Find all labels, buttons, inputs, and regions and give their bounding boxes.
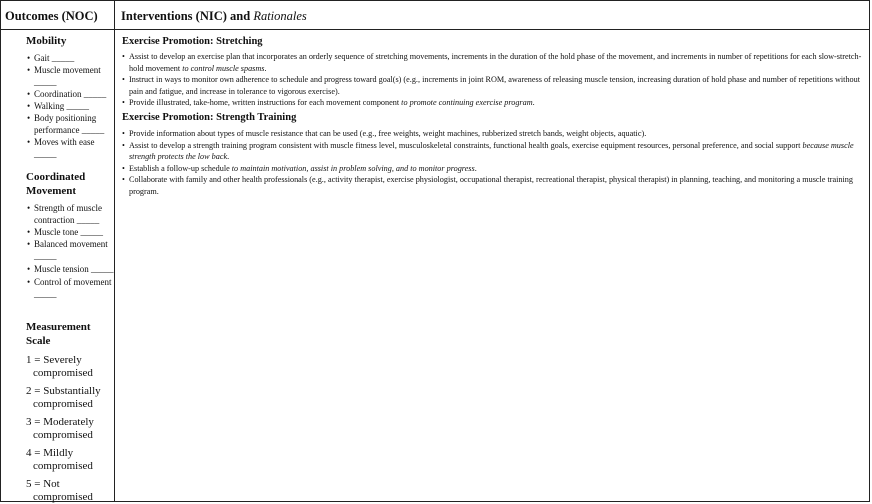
scale-title: Measurement Scale bbox=[26, 321, 91, 347]
list-item bbox=[122, 140, 863, 163]
list-item: • Coordination _____ bbox=[26, 88, 116, 100]
stretching-list bbox=[122, 51, 863, 109]
scale-item-label: compromised bbox=[33, 460, 93, 472]
scale-item-value: 2 = Substantially bbox=[26, 385, 101, 397]
scale-item bbox=[26, 416, 116, 442]
list-item: • Walking _____ bbox=[26, 100, 116, 112]
item-text: Assist to develop an exercise plan that incorporates an orderly sequence of stretching movements, increments in the duration of the hold phase of the movement, and increments in number of repetitions for each slow-stretch-hold movement bbox=[129, 52, 862, 73]
item-text: Establish a follow-up schedule bbox=[129, 163, 232, 173]
scale-item-label: compromised bbox=[33, 367, 93, 379]
list-item bbox=[122, 128, 863, 140]
scale-item-value: 1 = Severely bbox=[26, 354, 82, 366]
strength-list bbox=[122, 128, 863, 198]
mobility-list bbox=[26, 52, 116, 160]
list-item: • Strength of muscle contraction _____ bbox=[26, 202, 116, 226]
outcomes-header: Outcomes (NOC) bbox=[5, 9, 98, 23]
item-text: Collaborate with family and other health professionals (e.g., activity therapist, exercise physiologist, occupational therapist, recreational therapist, physical therapist) in planning, teaching, and monitoring a muscle training program. bbox=[129, 175, 853, 196]
list-item: • Gait _____ bbox=[26, 52, 116, 64]
list-item: • Moves with ease _____ bbox=[26, 136, 116, 160]
item-text: Provide illustrated, take-home, written instructions for each movement component bbox=[129, 98, 402, 108]
scale-item bbox=[26, 447, 116, 473]
item-rationale: to maintain motivation, assist in problem solving, and to monitor progress bbox=[231, 163, 475, 173]
scale-item-value: 4 = Mildly bbox=[26, 447, 74, 459]
scale-item-value: 5 = Not bbox=[26, 478, 60, 490]
coordinated-list bbox=[26, 202, 116, 300]
mobility-title: Mobility bbox=[26, 35, 67, 47]
item-text: Assist to develop a strength training program consistent with muscle fitness level, musculoskeletal constraints, functional health goals, exercise equipment resources, personal preference, and social support bbox=[129, 140, 803, 150]
item-rationale: to control muscle spasms bbox=[182, 63, 265, 73]
item-end: . bbox=[532, 98, 535, 108]
scale-item-label: compromised bbox=[33, 491, 93, 503]
list-item bbox=[122, 74, 863, 97]
scale-item bbox=[26, 385, 116, 411]
item-end: . bbox=[474, 163, 477, 173]
list-item bbox=[122, 51, 863, 74]
stretching-title: Exercise Promotion: Stretching bbox=[122, 36, 263, 47]
item-text: Instruct in ways to monitor own adherence to schedule and progress toward goal(s) (e.g., increments in joint ROM, awareness of releasing muscle tension, increasing duration of hold phase and number of repetitions without pain and fatigue, and increase in tolerance to vigorous exercise). bbox=[129, 75, 861, 96]
scale-item bbox=[26, 354, 116, 380]
list-item: • Control of movement _____ bbox=[26, 276, 116, 300]
interventions-header-main: Interventions (NIC) and bbox=[121, 9, 254, 23]
scale-item-value: 3 = Moderately bbox=[26, 416, 94, 428]
coordinated-title-line1: Coordinated bbox=[26, 171, 86, 183]
strength-title: Exercise Promotion: Strength Training bbox=[122, 111, 297, 123]
list-item: • Muscle tension _____ bbox=[26, 263, 116, 275]
list-item bbox=[122, 163, 863, 175]
scale-item bbox=[26, 478, 116, 504]
scale-section bbox=[26, 320, 116, 504]
item-rationale: because muscle strength protects the low back bbox=[129, 140, 854, 162]
item-rationale: to promote continuing exercise program bbox=[401, 98, 533, 108]
item-text: Provide information about types of muscle resistance that can be used (e.g., free weights, weight machines, rubberized stretch bands, weight objects, aquatic). bbox=[129, 128, 647, 138]
scale-list bbox=[26, 354, 116, 504]
outcomes-column bbox=[1, 30, 113, 501]
item-end: . bbox=[227, 152, 230, 162]
list-item: • Balanced movement _____ bbox=[26, 238, 116, 262]
list-item bbox=[122, 174, 863, 197]
list-item bbox=[122, 97, 863, 109]
mobility-section bbox=[26, 34, 116, 160]
table-header bbox=[1, 1, 869, 30]
scale-item-label: compromised bbox=[33, 398, 93, 410]
header-divider bbox=[114, 1, 115, 30]
item-end: . bbox=[264, 63, 267, 73]
coordinated-section bbox=[26, 170, 116, 300]
interventions-column bbox=[122, 30, 863, 501]
interventions-header-italic: Rationales bbox=[253, 9, 307, 23]
list-item: • Muscle tone _____ bbox=[26, 226, 116, 238]
coordinated-title-line2: Movement bbox=[26, 185, 77, 197]
list-item: • Muscle movement _____ bbox=[26, 64, 116, 88]
scale-item-label: compromised bbox=[33, 429, 93, 441]
interventions-header bbox=[121, 9, 307, 24]
list-item: • Body positioning performance _____ bbox=[26, 112, 116, 136]
